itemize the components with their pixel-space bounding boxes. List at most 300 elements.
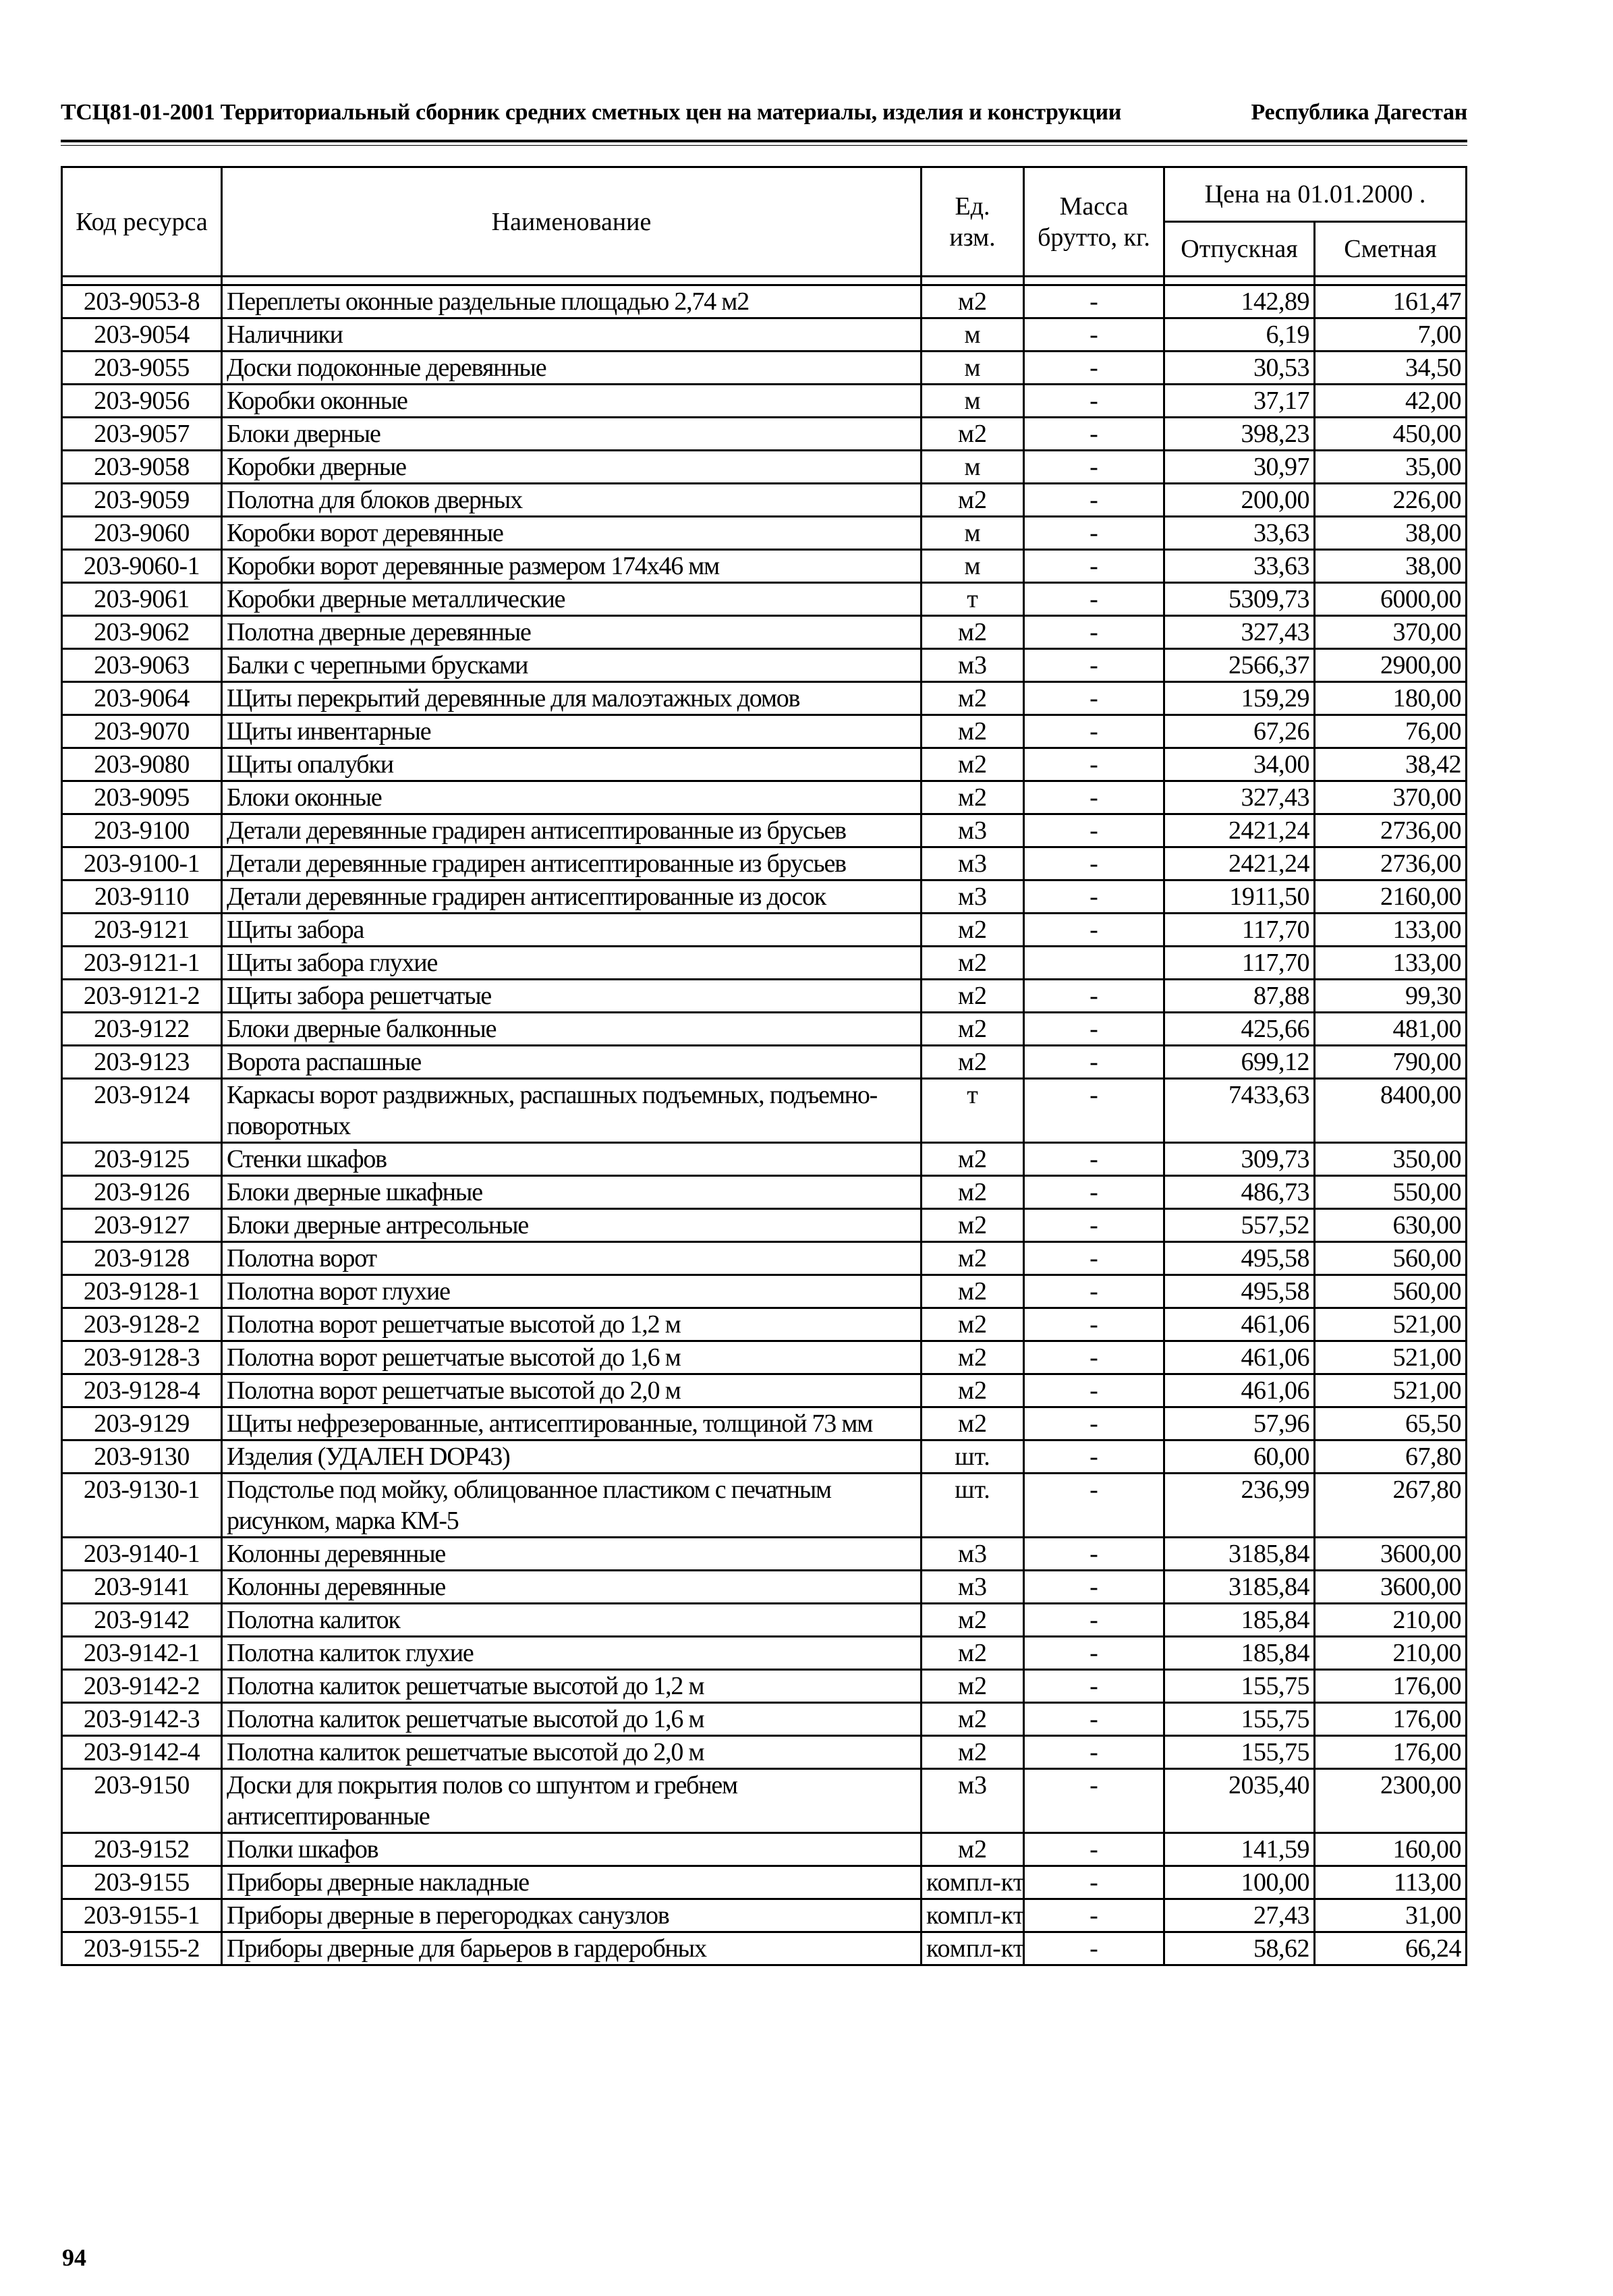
cell-release-price: 33,63 [1164,517,1315,550]
col-header-name: Наименование [222,167,922,277]
cell-mass: - [1024,1866,1164,1899]
table-row [62,517,1467,550]
cell-release-price: 159,29 [1164,682,1315,715]
cell-release-price: 58,62 [1164,1932,1315,1965]
cell-release-price: 5309,73 [1164,583,1315,616]
cell-mass: - [1024,1899,1164,1932]
cell-mass: - [1024,1046,1164,1079]
cell-unit: компл-кт [922,1866,1024,1899]
cell-mass: - [1024,1176,1164,1209]
cell-unit: м2 [922,1833,1024,1866]
cell-release-price: 117,70 [1164,914,1315,947]
cell-name: Ворота распашные [222,1046,922,1079]
cell-mass: - [1024,451,1164,484]
cell-unit: м2 [922,1604,1024,1637]
cell-unit: м2 [922,715,1024,748]
cell-unit: м3 [922,814,1024,847]
cell-release-price: 30,53 [1164,352,1315,385]
cell-code: 203-9155-1 [62,1899,222,1932]
cell-release-price: 461,06 [1164,1374,1315,1407]
cell-code: 203-9142-3 [62,1703,222,1736]
cell-unit: м2 [922,947,1024,980]
cell-mass: - [1024,1604,1164,1637]
cell-estimate-price: 790,00 [1315,1046,1467,1079]
header-separator [62,277,1467,285]
cell-estimate-price: 6000,00 [1315,583,1467,616]
cell-estimate-price: 7,00 [1315,318,1467,352]
table-row [62,1538,1467,1571]
cell-unit: м2 [922,1670,1024,1703]
cell-mass: - [1024,318,1164,352]
cell-name: Доски для покрытия полов со шпунтом и гребнем антисептированные [222,1769,922,1833]
cell-mass: - [1024,1736,1164,1769]
col-header-code: Код ресурса [62,167,222,277]
cell-code: 203-9123 [62,1046,222,1079]
cell-estimate-price: 176,00 [1315,1703,1467,1736]
cell-release-price: 3185,84 [1164,1571,1315,1604]
cell-estimate-price: 31,00 [1315,1899,1467,1932]
table-row [62,352,1467,385]
cell-release-price: 461,06 [1164,1341,1315,1374]
cell-mass [1024,947,1164,980]
table-row [62,1670,1467,1703]
cell-name: Полки шкафов [222,1833,922,1866]
cell-code: 203-9124 [62,1079,222,1143]
header-region: Республика Дагестан [1251,100,1467,125]
cell-release-price: 60,00 [1164,1440,1315,1474]
table-row [62,781,1467,814]
cell-code: 203-9110 [62,880,222,914]
table-row [62,1440,1467,1474]
cell-release-price: 7433,63 [1164,1079,1315,1143]
cell-mass: - [1024,1013,1164,1046]
table-row [62,1604,1467,1637]
cell-unit: м2 [922,980,1024,1013]
col-header-price: Цена на 01.01.2000 . [1164,167,1467,222]
cell-estimate-price: 2160,00 [1315,880,1467,914]
cell-code: 203-9126 [62,1176,222,1209]
cell-mass: - [1024,1209,1164,1242]
cell-estimate-price: 2900,00 [1315,649,1467,682]
cell-name: Коробки ворот деревянные размером 174х46 мм [222,550,922,583]
cell-mass: - [1024,385,1164,418]
cell-name: Доски подоконные деревянные [222,352,922,385]
table-row [62,1209,1467,1242]
cell-estimate-price: 350,00 [1315,1143,1467,1176]
cell-mass: - [1024,1341,1164,1374]
cell-code: 203-9095 [62,781,222,814]
cell-mass: - [1024,1637,1164,1670]
cell-release-price: 327,43 [1164,781,1315,814]
cell-unit: м2 [922,1308,1024,1341]
cell-code: 203-9100-1 [62,847,222,880]
cell-estimate-price: 521,00 [1315,1308,1467,1341]
cell-mass: - [1024,1440,1164,1474]
cell-name: Переплеты оконные раздельные площадью 2,74 м2 [222,285,922,318]
cell-code: 203-9130 [62,1440,222,1474]
cell-code: 203-9060 [62,517,222,550]
table-row [62,748,1467,781]
cell-mass: - [1024,285,1164,318]
cell-mass: - [1024,352,1164,385]
cell-mass: - [1024,616,1164,649]
cell-name: Приборы дверные для барьеров в гардеробных [222,1932,922,1965]
cell-unit: т [922,1079,1024,1143]
cell-unit: шт. [922,1440,1024,1474]
cell-unit: компл-кт [922,1899,1024,1932]
cell-code: 203-9058 [62,451,222,484]
cell-estimate-price: 66,24 [1315,1932,1467,1965]
cell-release-price: 142,89 [1164,285,1315,318]
cell-release-price: 557,52 [1164,1209,1315,1242]
table-row [62,1833,1467,1866]
cell-unit: шт. [922,1474,1024,1538]
cell-mass: - [1024,781,1164,814]
cell-mass: - [1024,682,1164,715]
table-row [62,1176,1467,1209]
col-header-mass-line1: Масса [1059,192,1129,221]
cell-estimate-price: 2736,00 [1315,814,1467,847]
cell-release-price: 236,99 [1164,1474,1315,1538]
cell-code: 203-9141 [62,1571,222,1604]
cell-unit: м2 [922,781,1024,814]
cell-name: Подстолье под мойку, облицованное пластиком с печатным рисунком, марка КМ-5 [222,1474,922,1538]
cell-code: 203-9122 [62,1013,222,1046]
cell-name: Балки с черепными брусками [222,649,922,682]
cell-name: Приборы дверные в перегородках санузлов [222,1899,922,1932]
cell-unit: м2 [922,1407,1024,1440]
table-row [62,1143,1467,1176]
cell-mass: - [1024,1474,1164,1538]
cell-release-price: 327,43 [1164,616,1315,649]
cell-estimate-price: 65,50 [1315,1407,1467,1440]
cell-unit: м2 [922,1176,1024,1209]
table-row [62,1637,1467,1670]
cell-name: Щиты забора [222,914,922,947]
cell-code: 203-9155-2 [62,1932,222,1965]
cell-estimate-price: 3600,00 [1315,1538,1467,1571]
cell-release-price: 155,75 [1164,1736,1315,1769]
table-row [62,682,1467,715]
cell-unit: м [922,318,1024,352]
cell-mass: - [1024,1571,1164,1604]
cell-code: 203-9121 [62,914,222,947]
cell-mass: - [1024,847,1164,880]
cell-code: 203-9142 [62,1604,222,1637]
cell-estimate-price: 133,00 [1315,947,1467,980]
cell-estimate-price: 210,00 [1315,1637,1467,1670]
table-row [62,484,1467,517]
cell-estimate-price: 267,80 [1315,1474,1467,1538]
cell-release-price: 486,73 [1164,1176,1315,1209]
col-header-mass-line2: брутто, кг. [1038,223,1150,252]
cell-mass: - [1024,550,1164,583]
cell-unit: м3 [922,1538,1024,1571]
cell-name: Щиты инвентарные [222,715,922,748]
page-number: 94 [62,2244,86,2271]
cell-name: Полотна ворот [222,1242,922,1275]
cell-code: 203-9121-2 [62,980,222,1013]
cell-name: Полотна дверные деревянные [222,616,922,649]
cell-estimate-price: 210,00 [1315,1604,1467,1637]
cell-estimate-price: 521,00 [1315,1341,1467,1374]
cell-release-price: 200,00 [1164,484,1315,517]
cell-estimate-price: 38,00 [1315,550,1467,583]
cell-unit: м2 [922,1013,1024,1046]
table-row [62,1866,1467,1899]
cell-unit: м2 [922,682,1024,715]
cell-release-price: 185,84 [1164,1637,1315,1670]
cell-estimate-price: 550,00 [1315,1176,1467,1209]
cell-unit: м3 [922,1571,1024,1604]
cell-unit: м3 [922,847,1024,880]
cell-code: 203-9062 [62,616,222,649]
cell-mass: - [1024,649,1164,682]
table-row [62,1374,1467,1407]
cell-estimate-price: 8400,00 [1315,1079,1467,1143]
cell-release-price: 461,06 [1164,1308,1315,1341]
cell-code: 203-9142-2 [62,1670,222,1703]
cell-mass: - [1024,1670,1164,1703]
col-header-estimate: Сметная [1315,222,1467,277]
cell-code: 203-9142-4 [62,1736,222,1769]
cell-estimate-price: 35,00 [1315,451,1467,484]
cell-unit: м3 [922,1769,1024,1833]
cell-code: 203-9150 [62,1769,222,1833]
cell-name: Каркасы ворот раздвижных, распашных подъемных, подъемно-поворотных [222,1079,922,1143]
cell-code: 203-9061 [62,583,222,616]
cell-code: 203-9064 [62,682,222,715]
table-row [62,1079,1467,1143]
table-row [62,550,1467,583]
cell-estimate-price: 450,00 [1315,418,1467,451]
table-row [62,451,1467,484]
cell-mass: - [1024,583,1164,616]
table-row [62,1474,1467,1538]
cell-code: 203-9155 [62,1866,222,1899]
price-table [61,166,1467,1966]
cell-release-price: 141,59 [1164,1833,1315,1866]
cell-estimate-price: 370,00 [1315,781,1467,814]
cell-mass: - [1024,517,1164,550]
col-header-release: Отпускная [1164,222,1315,277]
cell-unit: м2 [922,285,1024,318]
cell-name: Полотна калиток решетчатые высотой до 2,0 м [222,1736,922,1769]
cell-release-price: 67,26 [1164,715,1315,748]
cell-unit: м2 [922,1736,1024,1769]
cell-name: Полотна ворот решетчатые высотой до 2,0 м [222,1374,922,1407]
cell-estimate-price: 176,00 [1315,1736,1467,1769]
table-row [62,583,1467,616]
cell-mass: - [1024,1538,1164,1571]
cell-name: Коробки дверные металлические [222,583,922,616]
cell-code: 203-9054 [62,318,222,352]
cell-mass: - [1024,814,1164,847]
cell-code: 203-9063 [62,649,222,682]
cell-code: 203-9127 [62,1209,222,1242]
table-row [62,318,1467,352]
table-row [62,1571,1467,1604]
cell-mass: - [1024,1374,1164,1407]
cell-mass: - [1024,418,1164,451]
cell-mass: - [1024,1769,1164,1833]
table-row [62,1275,1467,1308]
cell-release-price: 2421,24 [1164,814,1315,847]
cell-release-price: 2421,24 [1164,847,1315,880]
table-row [62,418,1467,451]
cell-estimate-price: 113,00 [1315,1866,1467,1899]
cell-release-price: 2035,40 [1164,1769,1315,1833]
col-header-unit-line2: изм. [949,223,996,252]
cell-name: Щиты опалубки [222,748,922,781]
cell-code: 203-9129 [62,1407,222,1440]
col-header-unit-line1: Ед. [955,192,990,221]
cell-unit: м [922,517,1024,550]
cell-release-price: 398,23 [1164,418,1315,451]
table-row [62,1769,1467,1833]
cell-estimate-price: 161,47 [1315,285,1467,318]
cell-release-price: 30,97 [1164,451,1315,484]
cell-unit: компл-кт [922,1932,1024,1965]
cell-unit: м2 [922,914,1024,947]
cell-mass: - [1024,980,1164,1013]
cell-code: 203-9121-1 [62,947,222,980]
cell-mass: - [1024,715,1164,748]
cell-unit: м2 [922,1046,1024,1079]
cell-release-price: 2566,37 [1164,649,1315,682]
cell-name: Наличники [222,318,922,352]
cell-mass: - [1024,1932,1164,1965]
cell-code: 203-9142-1 [62,1637,222,1670]
cell-unit: м [922,352,1024,385]
cell-name: Стенки шкафов [222,1143,922,1176]
cell-estimate-price: 180,00 [1315,682,1467,715]
cell-code: 203-9080 [62,748,222,781]
cell-code: 203-9056 [62,385,222,418]
cell-release-price: 3185,84 [1164,1538,1315,1571]
cell-unit: м2 [922,1341,1024,1374]
cell-release-price: 155,75 [1164,1670,1315,1703]
cell-release-price: 495,58 [1164,1242,1315,1275]
cell-unit: м2 [922,1209,1024,1242]
table-row [62,1308,1467,1341]
cell-name: Щиты перекрытий деревянные для малоэтажных домов [222,682,922,715]
cell-unit: м [922,451,1024,484]
cell-name: Колонны деревянные [222,1571,922,1604]
cell-unit: м2 [922,1275,1024,1308]
cell-mass: - [1024,1242,1164,1275]
table-header [62,167,1467,285]
table-row [62,947,1467,980]
cell-name: Изделия (УДАЛЕН DOP43) [222,1440,922,1474]
col-header-mass [1024,167,1164,277]
cell-estimate-price: 67,80 [1315,1440,1467,1474]
cell-release-price: 6,19 [1164,318,1315,352]
cell-code: 203-9128 [62,1242,222,1275]
cell-code: 203-9128-3 [62,1341,222,1374]
cell-name: Полотна для блоков дверных [222,484,922,517]
cell-release-price: 57,96 [1164,1407,1315,1440]
cell-estimate-price: 3600,00 [1315,1571,1467,1604]
cell-unit: т [922,583,1024,616]
table-row [62,1899,1467,1932]
cell-code: 203-9128-1 [62,1275,222,1308]
table-row [62,880,1467,914]
cell-unit: м3 [922,880,1024,914]
cell-name: Блоки дверные [222,418,922,451]
cell-mass: - [1024,484,1164,517]
cell-mass: - [1024,1308,1164,1341]
header-title: ТСЦ81-01-2001 Территориальный сборник средних сметных цен на материалы, изделия и конструкции [61,100,1122,125]
cell-name: Полотна ворот решетчатые высотой до 1,6 м [222,1341,922,1374]
cell-mass: - [1024,1407,1164,1440]
cell-release-price: 185,84 [1164,1604,1315,1637]
cell-estimate-price: 160,00 [1315,1833,1467,1866]
cell-estimate-price: 38,00 [1315,517,1467,550]
table-row [62,649,1467,682]
cell-release-price: 33,63 [1164,550,1315,583]
cell-release-price: 155,75 [1164,1703,1315,1736]
cell-estimate-price: 630,00 [1315,1209,1467,1242]
table-row [62,285,1467,318]
cell-name: Щиты забора решетчатые [222,980,922,1013]
cell-release-price: 309,73 [1164,1143,1315,1176]
cell-release-price: 495,58 [1164,1275,1315,1308]
cell-mass: - [1024,748,1164,781]
cell-code: 203-9128-4 [62,1374,222,1407]
table-row [62,1341,1467,1374]
header-rule [61,140,1467,142]
cell-name: Коробки оконные [222,385,922,418]
cell-unit: м2 [922,1242,1024,1275]
cell-name: Детали деревянные градирен антисептированные из брусьев [222,847,922,880]
cell-unit: м2 [922,418,1024,451]
cell-estimate-price: 560,00 [1315,1275,1467,1308]
table-row [62,385,1467,418]
cell-name: Блоки дверные балконные [222,1013,922,1046]
cell-code: 203-9055 [62,352,222,385]
cell-release-price: 27,43 [1164,1899,1315,1932]
cell-name: Полотна калиток решетчатые высотой до 1,2 м [222,1670,922,1703]
cell-release-price: 117,70 [1164,947,1315,980]
cell-estimate-price: 560,00 [1315,1242,1467,1275]
table-row [62,914,1467,947]
cell-code: 203-9057 [62,418,222,451]
cell-estimate-price: 521,00 [1315,1374,1467,1407]
cell-estimate-price: 176,00 [1315,1670,1467,1703]
table-row [62,1046,1467,1079]
table-body [62,285,1467,1965]
cell-unit: м [922,550,1024,583]
col-header-unit [922,167,1024,277]
cell-code: 203-9130-1 [62,1474,222,1538]
cell-estimate-price: 226,00 [1315,484,1467,517]
cell-mass: - [1024,914,1164,947]
cell-mass: - [1024,1833,1164,1866]
cell-name: Детали деревянные градирен антисептированные из досок [222,880,922,914]
cell-name: Коробки ворот деревянные [222,517,922,550]
cell-name: Щиты нефрезерованные, антисептированные, толщиной 73 мм [222,1407,922,1440]
cell-code: 203-9128-2 [62,1308,222,1341]
cell-estimate-price: 76,00 [1315,715,1467,748]
table-row [62,847,1467,880]
cell-unit: м2 [922,748,1024,781]
cell-estimate-price: 133,00 [1315,914,1467,947]
cell-code: 203-9070 [62,715,222,748]
cell-unit: м3 [922,649,1024,682]
cell-code: 203-9053-8 [62,285,222,318]
cell-unit: м [922,385,1024,418]
